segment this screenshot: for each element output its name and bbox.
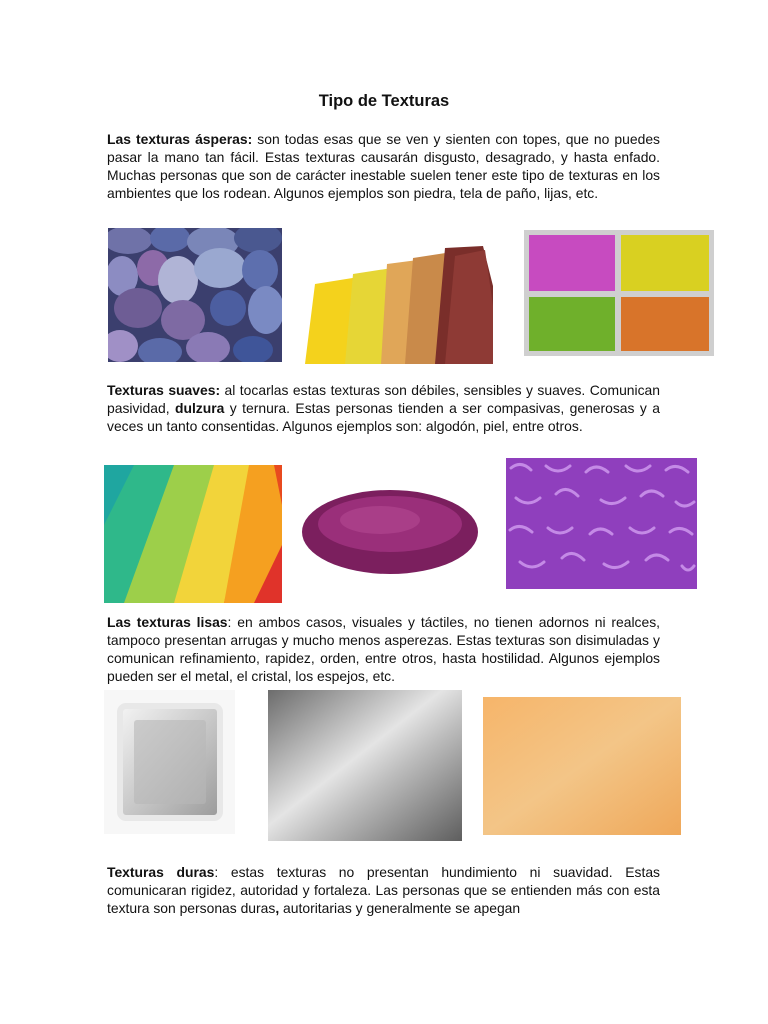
text-hard-textures-b: autoritarias y generalmente se apegan [279, 900, 521, 916]
paragraph-smooth-textures [107, 613, 660, 685]
page-title: Tipo de Texturas [318, 92, 450, 110]
text-smooth-textures: : en ambos casos, visuales y táctiles, no tienen adornos ni realces, tampoco presentan arrugas y mucho menos asperezas. Estas texturas son disimuladas y comunican refinamiento, rapidez, orden, entre otros, hasta hostilidad. Algunos ejemplos pueden ser el metal, el cristal, los espejos, etc. [107, 614, 661, 684]
text-soft-textures-b: y ternura. Estas personas tienden a ser compasivas, generosas y a veces un tanto consentidas. Algunos ejemplos son: algodón, piel, entre otros. [107, 400, 660, 434]
colored-felt-image [524, 230, 714, 356]
bold-comma: , [275, 900, 280, 916]
paragraph-rough-textures [107, 130, 660, 202]
heading-rough-textures: Las texturas ásperas: [107, 131, 253, 147]
heading-soft-textures: Texturas suaves: [107, 382, 221, 398]
heading-smooth-textures: Las texturas lisas [107, 614, 228, 630]
towels-image [104, 465, 282, 603]
text-soft-textures-a: al tocarlas estas texturas son débiles, sensibles y suaves. Comunican pasividad, [107, 382, 660, 416]
glass-block-image [104, 690, 235, 834]
brushed-metal-image [268, 690, 462, 841]
sandpaper-image [305, 246, 493, 364]
text-rough-textures: son todas esas que se ven y sienten con topes, que no puedes pasar la mano tan fácil. Estas texturas causarán disgusto, desagrado, y hasta enfado. Muchas personas que son de carácter inestable suelen tener este tipo de texturas en los ambientes que los rodean. Algunos ejemplos son piedra, tela de paño, lijas, etc. [107, 131, 661, 201]
bold-word-dulzura: dulzura [174, 400, 225, 416]
stones-image [108, 228, 282, 362]
heading-hard-textures: Texturas duras [107, 864, 215, 880]
wood-surface-image [483, 697, 681, 835]
fur-pillow-image [300, 482, 480, 580]
text-hard-textures-a: : estas texturas no presentan hundimiento ni suavidad. Estas comunicaran rigidez, autoridad y fortaleza. Las personas que se entienden más con esta textura son personas duras [107, 864, 660, 916]
purple-shag-image [506, 458, 697, 589]
paragraph-soft-textures [107, 381, 660, 435]
paragraph-hard-textures [107, 863, 660, 917]
